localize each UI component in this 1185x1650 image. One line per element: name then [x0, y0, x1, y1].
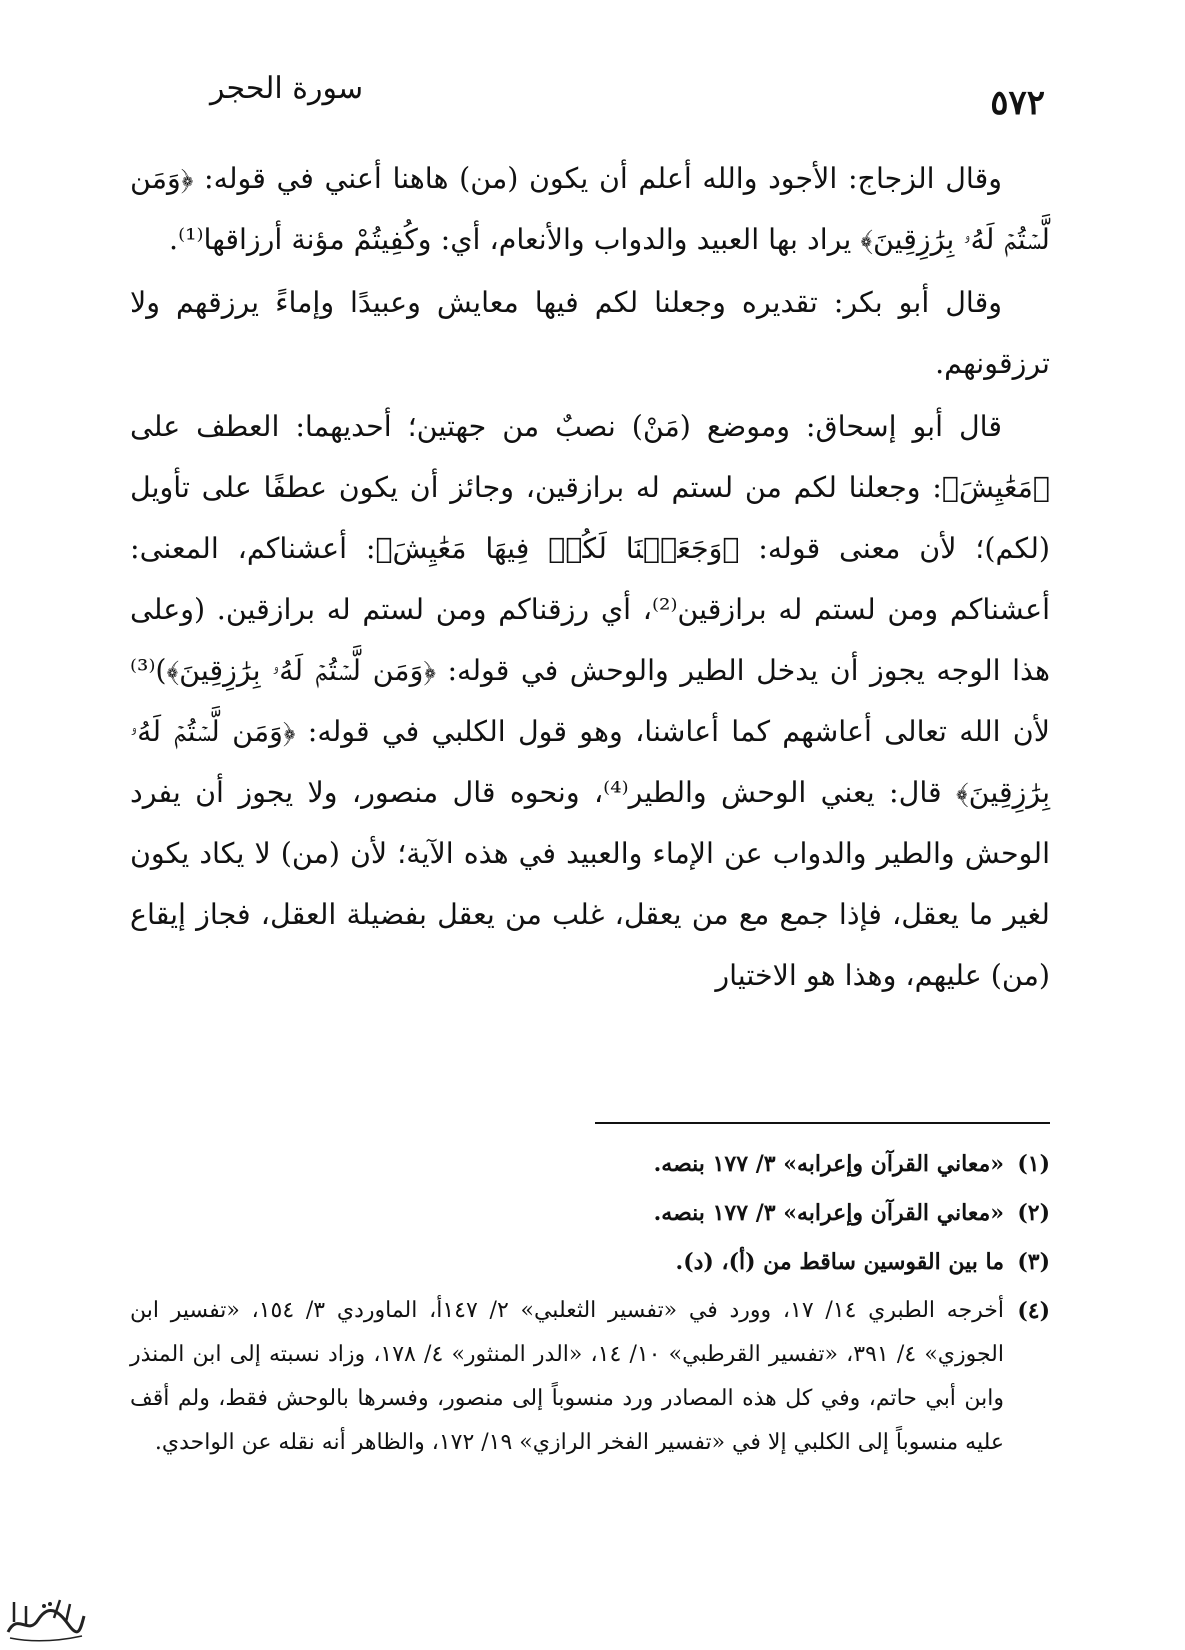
paragraph-zajjaj: وقال الزجاج: الأجود والله أعلم أن يكون (من) هاهنا أعني في قوله: ﴿وَمَن لَّسۡتُمۡ لَهُۥ بِرَٰزِقِينَ﴾ يراد بها العبيد والدواب والأنعام، أي: وكُفِيتُمْ مؤنة أرزاقها⁽¹⁾.: [130, 162, 1050, 256]
publisher-stamp-logo: [4, 1592, 86, 1644]
footnote-1: [130, 1142, 1050, 1187]
footnote-2: [130, 1191, 1050, 1236]
running-title: سورة الحجر: [210, 71, 364, 106]
footnote-text: «معاني القرآن وإعرابه» ٣/ ١٧٧ بنصه.: [653, 1200, 1004, 1226]
page-header: [120, 72, 1045, 128]
footnote-3: [130, 1240, 1050, 1285]
footnote-number: (١): [1017, 1151, 1050, 1177]
paragraph-abu-bakr: وقال أبو بكر: تقديره وجعلنا لكم فيها معايش وعبيدًا وإماءً يرزقهم ولا ترزقونهم.: [130, 286, 1050, 380]
footnote-number: (٢): [1017, 1200, 1050, 1226]
body-text: [130, 148, 1050, 1008]
paragraph-abu-ishaq: قال أبو إسحاق: وموضع (مَنْ) نصبٌ من جهتين؛ أحديهما: العطف على ﴿مَعَٰيِشَ﴾: وجعلنا لكم من لستم له برازقين، وجائز أن يكون عطفًا على تأويل (لكم)؛ لأن معنى قوله: ﴿وَجَعَلۡنَا لَكُمۡ فِيهَا مَعَٰيِشَ﴾: أعشناكم، المعنى: أعشناكم ومن لستم له برازقين⁽²⁾، أي رزقناكم ومن لستم له برازقين. (وعلى هذا الوجه يجوز أن يدخل الطير والوحش في قوله: ﴿وَمَن لَّسۡتُمۡ لَهُۥ بِرَٰزِقِينَ﴾)⁽³⁾ لأن الله تعالى أعاشهم كما أعاشنا، وهو قول الكلبي في قوله: ﴿وَمَن لَّسۡتُمۡ لَهُۥ بِرَٰزِقِينَ﴾ قال: يعني الوحش والطير⁽⁴⁾، ونحوه قال منصور، ولا يجوز أن يفرد الوحش والطير والدواب عن الإماء والعبيد في هذه الآية؛ لأن (من) لا يكاد يكون لغير ما يعقل، فإذا جمع مع من يعقل، غلب من يعقل بفضيلة العقل، فجاز إيقاع (من) عليهم، وهذا هو الاختيار: [130, 410, 1050, 992]
page-number: ٥٧٢: [990, 83, 1045, 123]
footnote-text: أخرجه الطبري ١٤/ ١٧، وورد في «تفسير الثعلبي» ٢/ ١٤٧أ، الماوردي ٣/ ١٥٤، «تفسير ابن الجوزي» ٤/ ٣٩١، «تفسير القرطبي» ١٠/ ١٤، «الدر المنثور» ٤/ ١٧٨، وزاد نسبته إلى ابن المنذر وابن أبي حاتم، وفي كل هذه المصادر ورد منسوباً إلى منصور، وفسرها بالوحش فقط، ولم أقف عليه منسوباً إلى الكلبي إلا في «تفسير الفخر الرازي» ١٩/ ١٧٢، والظاهر أنه نقله عن الواحدي.: [130, 1298, 1005, 1455]
footnote-text: ما بين القوسين ساقط من (أ)، (د).: [675, 1249, 1004, 1275]
footnotes: [130, 1142, 1050, 1469]
footnote-4: [130, 1289, 1050, 1465]
footnote-text: «معاني القرآن وإعرابه» ٣/ ١٧٧ بنصه.: [653, 1151, 1004, 1177]
footnote-number: (٣): [1017, 1249, 1050, 1275]
footnote-number: (٤): [1017, 1298, 1050, 1324]
footnote-separator: [595, 1122, 1050, 1124]
